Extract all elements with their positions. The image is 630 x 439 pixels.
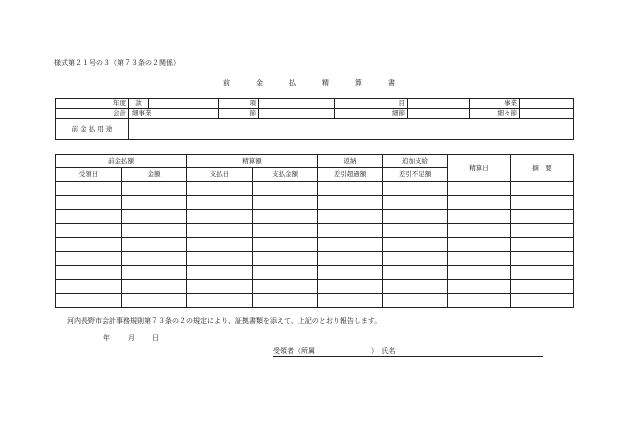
title-char: 書 [388,79,395,87]
seisan-header: 精算額 [187,155,318,168]
title-char: 精 [322,79,329,87]
shiharai-kingaku-cell[interactable] [253,252,318,266]
date-month-label: 月 [128,334,135,342]
sabiki-choka-cell[interactable] [318,210,383,224]
table-row [56,182,574,196]
saisaisetsu-field[interactable] [520,109,574,119]
kan-field[interactable] [149,99,219,109]
kou-label: 項 [219,99,259,109]
detail-rows [56,182,574,308]
uketorihi-cell[interactable] [56,210,122,224]
setsu-field[interactable] [259,109,335,119]
shiharaibi-cell[interactable] [187,294,253,308]
uketorihi-cell[interactable] [56,294,122,308]
seisanbi-cell[interactable] [448,294,511,308]
sabiki-fusoku-cell[interactable] [383,224,448,238]
date-year-label: 年 [103,334,110,342]
kingaku-cell[interactable] [122,196,187,210]
shiharai-kingaku-cell[interactable] [253,182,318,196]
kingaku-cell[interactable] [122,182,187,196]
table-row [56,238,574,252]
shiharai-kingaku-cell[interactable] [253,196,318,210]
table-row [56,224,574,238]
uketorihi-cell[interactable] [56,280,122,294]
tekiyou-cell[interactable] [511,266,574,280]
recipient-label: 受領者（所属 ） 氏名 [273,347,396,355]
tekiyou-header: 摘 要 [511,155,574,182]
sabiki-fusoku-cell[interactable] [383,252,448,266]
detail-table [55,154,574,308]
seisanbi-cell[interactable] [448,182,511,196]
shiharai-kingaku-cell[interactable] [253,266,318,280]
sabiki-fusoku-cell[interactable] [383,266,448,280]
maekin-header: 前金払額 [56,155,187,168]
uketorihi-cell[interactable] [56,238,122,252]
setsu-label: 節 [219,109,259,119]
title-char: 前 [223,79,230,87]
seisanbi-cell[interactable] [448,224,511,238]
table-row [56,210,574,224]
nendo-label: 年度 [56,99,129,109]
kingaku-header: 金額 [122,168,187,182]
shiharaibi-cell[interactable] [187,224,253,238]
uketorihi-cell[interactable] [56,252,122,266]
table-row [56,252,574,266]
title-char: 払 [289,79,296,87]
jigyou-field[interactable] [520,99,574,109]
sabiki-fusoku-cell[interactable] [383,210,448,224]
uketorihi-header: 受領日 [56,168,122,182]
shiharaibi-cell[interactable] [187,196,253,210]
table-row [56,280,574,294]
shiharaibi-cell[interactable] [187,280,253,294]
uketorihi-cell[interactable] [56,182,122,196]
sabiki-choka-cell[interactable] [318,266,383,280]
sabiki-choka-header: 差引超過額 [318,168,383,182]
sabiki-fusoku-cell[interactable] [383,238,448,252]
kingaku-cell[interactable] [122,238,187,252]
sabiki-choka-cell[interactable] [318,238,383,252]
seisanbi-cell[interactable] [448,238,511,252]
signature-line[interactable] [273,356,543,357]
table-row [56,196,574,210]
shiharai-kingaku-cell[interactable] [253,294,318,308]
seisanbi-cell[interactable] [448,252,511,266]
kan-label: 款 [129,99,149,109]
shiharaibi-cell[interactable] [187,182,253,196]
sabiki-choka-cell[interactable] [318,280,383,294]
header-table [55,98,574,140]
kingaku-cell[interactable] [122,266,187,280]
uketorihi-cell[interactable] [56,224,122,238]
seisanbi-cell[interactable] [448,196,511,210]
report-statement: 河内長野市会計事務規則第７３条の２の規定により、証拠書類を添えて、上記のとおり報告します。 [67,317,382,325]
uketorihi-cell[interactable] [56,266,122,280]
form-title [223,80,403,90]
kingaku-cell[interactable] [122,252,187,266]
shiharai-kingaku-cell[interactable] [253,280,318,294]
kaikei-label: 会計 [56,109,129,119]
seisanbi-header: 精算日 [448,155,511,182]
shiharaibi-cell[interactable] [187,210,253,224]
kingaku-cell[interactable] [122,224,187,238]
shiharai-kingaku-cell[interactable] [253,224,318,238]
shiharaibi-cell[interactable] [187,252,253,266]
sabiki-choka-cell[interactable] [318,196,383,210]
shiharaibi-cell[interactable] [187,238,253,252]
sabiki-fusoku-cell[interactable] [383,280,448,294]
hennou-header: 返納 [318,155,383,168]
tekiyou-cell[interactable] [511,238,574,252]
shiharai-kingaku-cell[interactable] [253,210,318,224]
purpose-label: 前 金 払 用 途 [56,119,129,140]
tekiyou-cell[interactable] [511,252,574,266]
saisetsu-label: 細節 [335,109,408,119]
tsuika-header: 追加支給 [383,155,448,168]
tekiyou-cell[interactable] [511,294,574,308]
sabiki-fusoku-cell[interactable] [383,196,448,210]
shiharai-kingaku-header: 支払金額 [253,168,318,182]
saijigyou-label: 細事業 [129,109,219,119]
sabiki-fusoku-header: 差引不足額 [383,168,448,182]
tekiyou-cell[interactable] [511,182,574,196]
sabiki-choka-cell[interactable] [318,294,383,308]
title-char: 算 [355,79,362,87]
seisanbi-cell[interactable] [448,210,511,224]
uketorihi-cell[interactable] [56,196,122,210]
form-id: 様式第２１号の３（第７３条の２関係） [54,59,180,67]
table-row [56,294,574,308]
tekiyou-cell[interactable] [511,224,574,238]
shiharaibi-header: 支払日 [187,168,253,182]
moku-field[interactable] [408,99,470,109]
title-char: 金 [256,79,263,87]
purpose-field[interactable] [129,119,574,140]
date-day-label: 日 [152,334,159,342]
sabiki-fusoku-cell[interactable] [383,294,448,308]
seisanbi-cell[interactable] [448,280,511,294]
shiharai-kingaku-cell[interactable] [253,238,318,252]
kingaku-cell[interactable] [122,280,187,294]
sabiki-choka-cell[interactable] [318,252,383,266]
moku-label: 目 [335,99,408,109]
kou-field[interactable] [259,99,335,109]
kingaku-cell[interactable] [122,294,187,308]
tekiyou-cell[interactable] [511,196,574,210]
tekiyou-cell[interactable] [511,210,574,224]
table-row [56,266,574,280]
seisanbi-cell[interactable] [448,266,511,280]
sabiki-choka-cell[interactable] [318,182,383,196]
shiharaibi-cell[interactable] [187,266,253,280]
saisetsu-field[interactable] [408,109,470,119]
jigyou-label: 事業 [470,99,520,109]
sabiki-choka-cell[interactable] [318,224,383,238]
tekiyou-cell[interactable] [511,280,574,294]
saisaisetsu-label: 細々節 [470,109,520,119]
sabiki-fusoku-cell[interactable] [383,182,448,196]
kingaku-cell[interactable] [122,210,187,224]
